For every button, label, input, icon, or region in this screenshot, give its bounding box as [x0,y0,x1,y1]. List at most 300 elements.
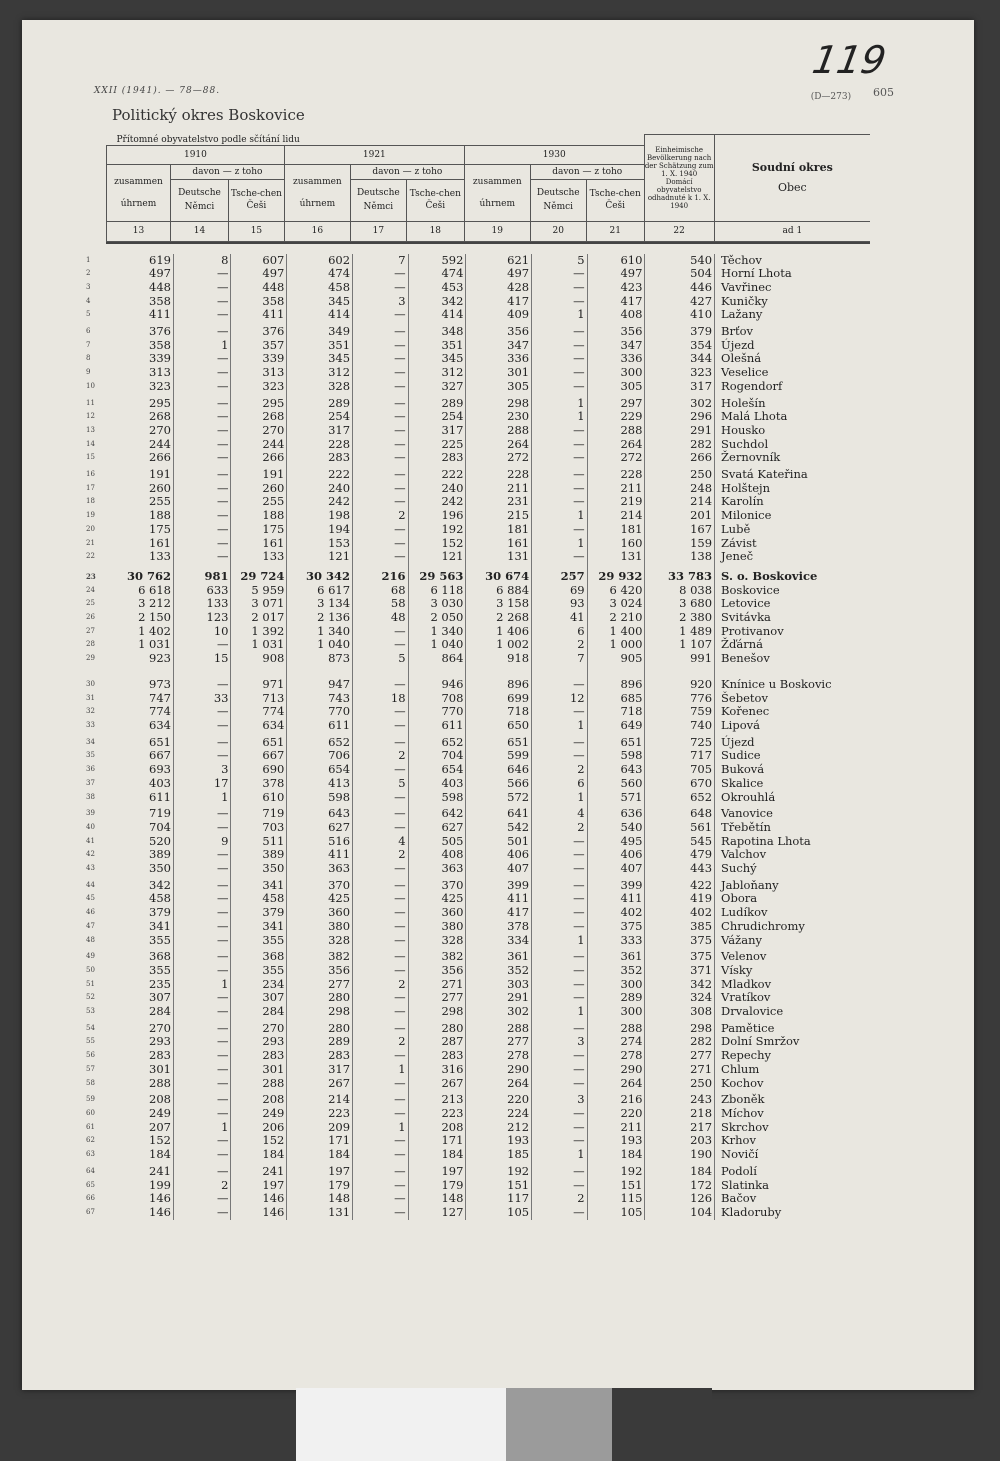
row-number: 43 [86,864,95,873]
row-number: 48 [86,935,95,944]
nemci-text: Němci [184,202,215,212]
table-cell: 197 [287,1165,353,1179]
table-cell: 341 [110,920,174,934]
table-cell: 634 [231,719,287,733]
table-cell: — [353,763,409,777]
col-num: 13 [107,221,171,241]
row-number: 41 [86,836,95,845]
table-cell: 104 [645,1206,715,1220]
table-cell: 704 [110,821,174,835]
table-cell: 693 [110,763,174,777]
table-cell: — [174,920,231,934]
table-cell: 10 [174,625,231,639]
table-cell: 399 [587,879,645,893]
table-cell: — [353,862,409,876]
table-cell: 225 [408,438,466,452]
table-cell: — [174,964,231,978]
table-cell: 774 [110,705,174,719]
table-cell: — [353,380,409,394]
row-number: 36 [86,765,95,774]
table-cell: 29 563 [408,570,466,584]
table-cell: 270 [110,1022,174,1036]
table-cell: 220 [466,1093,532,1107]
table-cell: 411 [466,892,532,906]
table-cell: 302 [466,1005,532,1019]
municipality-name: Vanovice [721,806,773,821]
table-cell: 345 [287,295,353,309]
table-cell: 342 [408,295,466,309]
table-cell: 1 392 [231,625,287,639]
table-cell: 643 [287,807,353,821]
municipality-name: Okrouhlá [721,789,776,804]
table-cell: 18 [353,692,409,706]
table-cell: 308 [645,1005,715,1019]
table-cell: — [353,991,409,1005]
table-cell: — [532,1022,588,1036]
table-cell: — [353,1005,409,1019]
table-cell: 654 [287,763,353,777]
header-soudni-okres [714,135,870,222]
table-row [84,1121,870,1135]
table-cell: 770 [408,705,466,719]
municipality-name: Knínice u Boskovic [721,676,832,691]
table-cell: 148 [287,1192,353,1206]
einh-cz: Domácí obyvatelstvo odhadnuté k 1. X. 1940 [647,177,711,210]
handwritten-page-number: 119 [809,38,890,82]
table-cell: — [174,509,231,523]
table-cell: 561 [645,821,715,835]
table-cell: 242 [408,495,466,509]
municipality-name: Milonice [721,508,772,523]
table-cell: — [353,397,409,411]
table-cell: 376 [110,325,174,339]
row-number: 60 [86,1108,95,1117]
municipality-name: Žernovník [721,450,781,465]
table-row [84,352,870,366]
table-cell: 621 [466,254,532,268]
table-cell: 1 489 [645,625,715,639]
table-cell: 3 212 [110,597,174,611]
row-number: 53 [86,1007,95,1016]
table-cell: 2 050 [408,611,466,625]
table-cell: 708 [408,692,466,706]
table-cell: 220 [587,1107,645,1121]
deutsche-text: Deutsche [356,188,400,198]
table-cell: 414 [408,308,466,322]
table-cell: — [174,495,231,509]
table-row [84,482,870,496]
table-cell: 131 [466,550,532,564]
table-cell: 360 [408,906,466,920]
table-cell: 327 [408,380,466,394]
table-cell: — [174,325,231,339]
table-cell: 634 [110,719,174,733]
table-cell: 301 [110,1063,174,1077]
table-cell: 198 [287,509,353,523]
table-cell: 776 [645,692,715,706]
table-cell: 598 [287,791,353,805]
table-cell: 6 [532,777,588,791]
table-cell: — [174,848,231,862]
table-cell: 505 [408,835,466,849]
table-cell: 278 [466,1049,532,1063]
davon-1921: davon — z toho [350,164,464,179]
table-cell: 354 [645,339,715,353]
table-cell: 360 [287,906,353,920]
table-cell: 1 402 [110,625,174,639]
table-cell: 627 [408,821,466,835]
table-cell: 376 [231,325,287,339]
table-cell: 3 [353,295,409,309]
table-row [84,1035,870,1049]
table-row [84,964,870,978]
row-number: 64 [86,1166,95,1175]
row-number: 47 [86,921,95,930]
table-cell: 175 [231,523,287,537]
table-cell: 1 107 [645,638,715,652]
table-cell: — [174,267,231,281]
uhrnem-text: úhrnem [479,198,516,209]
col-num: 21 [586,221,644,241]
table-cell: 184 [408,1148,466,1162]
table-cell: — [532,366,588,380]
table-cell: 161 [110,537,174,551]
table-cell: 230 [466,410,532,424]
table-cell: 30 762 [110,570,174,584]
table-row [84,1022,870,1036]
table-cell: 328 [287,380,353,394]
table-cell: 312 [287,366,353,380]
table-cell: 184 [110,1148,174,1162]
table-cell: — [174,550,231,564]
table-cell: 667 [110,749,174,763]
table-cell: 690 [231,763,287,777]
table-cell: — [532,424,588,438]
table-cell: 2 [532,638,588,652]
table-cell: 361 [587,950,645,964]
table-cell: — [532,339,588,353]
zusammen-1910 [107,164,171,221]
table-cell: 636 [587,807,645,821]
table-cell: 422 [645,879,715,893]
table-cell: 474 [287,267,353,281]
row-number: 23 [86,571,96,581]
table-cell: — [532,267,588,281]
row-number: 16 [86,470,95,479]
table-cell: 29 724 [231,570,287,584]
table-cell: 667 [231,749,287,763]
municipality-name: Housko [721,422,766,437]
table-cell: 133 [110,550,174,564]
municipality-name: Karolín [721,494,764,509]
table-cell: 425 [287,892,353,906]
table-row [84,1005,870,1019]
municipality-name: Podolí [721,1163,757,1178]
municipality-name: Valchov [721,847,767,862]
table-cell: 923 [110,652,174,666]
row-number: 37 [86,778,95,787]
table-cell: 93 [532,597,588,611]
table-cell: 214 [587,509,645,523]
table-cell: 282 [645,438,715,452]
table-cell: 774 [231,705,287,719]
table-cell: 179 [287,1179,353,1193]
table-cell: 407 [466,862,532,876]
row-number: 52 [86,993,95,1002]
table-cell: 363 [287,862,353,876]
table-cell: 342 [110,879,174,893]
table-cell: 363 [408,862,466,876]
table-cell: 6 118 [408,584,466,598]
table-cell: 5 959 [231,584,287,598]
table-cell: 194 [287,523,353,537]
table-cell: 411 [231,308,287,322]
table-cell: 349 [287,325,353,339]
table-cell: 566 [466,777,532,791]
table-cell: — [353,1077,409,1091]
table-cell: 266 [231,451,287,465]
table-cell: — [353,468,409,482]
table-cell: 1 [532,308,588,322]
table-cell: — [353,1093,409,1107]
scan-strip-gray [506,1388,612,1461]
table-cell: 297 [587,397,645,411]
table-cell: 458 [231,892,287,906]
table-cell: 300 [587,366,645,380]
table-cell: 6 618 [110,584,174,598]
table-cell: 105 [466,1206,532,1220]
table-cell: 244 [110,438,174,452]
table-cell: 453 [408,281,466,295]
table-body [84,254,870,1220]
table-cell: — [532,482,588,496]
table-cell: 235 [110,978,174,992]
year-1910: 1910 [107,145,285,164]
table-cell: 105 [587,1206,645,1220]
table-cell: — [353,424,409,438]
table-cell: 706 [287,749,353,763]
table-cell: — [353,325,409,339]
municipality-name: Brťov [721,324,754,339]
table-cell: — [353,523,409,537]
table-cell: 520 [110,835,174,849]
table-cell: — [532,749,588,763]
table-cell: 2 210 [587,611,645,625]
table-cell: — [532,835,588,849]
table-cell: 312 [408,366,466,380]
municipality-name: Třebětín [721,819,771,834]
row-number: 32 [86,707,95,716]
table-cell: — [532,380,588,394]
cesi-text: Češi [425,201,446,211]
table-cell: 284 [110,1005,174,1019]
table-cell: 188 [110,509,174,523]
table-cell: 317 [408,424,466,438]
table-cell: 348 [408,325,466,339]
table-cell: — [353,964,409,978]
table-cell: 649 [587,719,645,733]
table-cell: 355 [110,964,174,978]
table-cell: 68 [353,584,409,598]
table-cell: 241 [231,1165,287,1179]
municipality-name: Chlum [721,1061,760,1076]
municipality-name: Kochov [721,1075,764,1090]
table-cell: 266 [645,451,715,465]
table-cell: 6 884 [466,584,532,598]
table-cell: 334 [466,934,532,948]
table-cell: 5 [532,254,588,268]
row-number: 3 [86,282,91,291]
table-cell: 718 [466,705,532,719]
table-cell: 313 [110,366,174,380]
table-cell: 4 [532,807,588,821]
table-cell: 2 [353,749,409,763]
table-row [84,424,870,438]
municipality-name: Vratíkov [721,990,771,1005]
table-cell: — [174,380,231,394]
table-row [84,950,870,964]
table-cell: 300 [587,978,645,992]
table-cell: 293 [110,1035,174,1049]
table-cell: 896 [466,678,532,692]
municipality-name: Rogendorf [721,378,783,393]
row-number: 33 [86,721,95,729]
table-cell: — [353,495,409,509]
table-cell: 643 [587,763,645,777]
table-cell: 542 [466,821,532,835]
table-cell: 411 [587,892,645,906]
table-cell: 283 [231,1049,287,1063]
table-cell: 131 [287,1206,353,1220]
table-cell: — [353,638,409,652]
table-cell: — [353,1049,409,1063]
table-row [84,777,870,791]
table-cell: — [353,920,409,934]
table-cell: 33 [174,692,231,706]
table-cell: 203 [645,1134,715,1148]
table-cell: 188 [231,509,287,523]
table-cell: 351 [287,339,353,353]
deutsche-1930 [530,179,586,221]
zusammen-1921 [284,164,350,221]
table-cell: 423 [587,281,645,295]
table-cell: 190 [645,1148,715,1162]
uhrnem-text: úhrnem [120,198,157,209]
table-cell: 300 [587,1005,645,1019]
table-cell: — [174,736,231,750]
col-num: 16 [284,221,350,241]
table-cell: 192 [587,1165,645,1179]
table-cell: 244 [231,438,287,452]
table-cell: 545 [645,835,715,849]
table-cell: 317 [287,424,353,438]
row-number: 8 [86,354,91,363]
table-cell: — [532,438,588,452]
table-row [84,1093,870,1107]
row-number: 38 [86,792,95,801]
municipality-name: Ludíkov [721,905,768,920]
table-cell: 1 [532,1005,588,1019]
table-row [84,1148,870,1162]
table-cell: — [353,410,409,424]
zusammen-text: zusammen [472,176,522,187]
table-cell: — [353,1148,409,1162]
table-cell: 284 [231,1005,287,1019]
municipality-name: Bačov [721,1191,757,1206]
table-cell: 181 [587,523,645,537]
table-row [84,1049,870,1063]
table-cell: — [174,1063,231,1077]
table-cell: 291 [466,991,532,1005]
table-row [84,509,870,523]
table-cell: 759 [645,705,715,719]
table-cell: 419 [645,892,715,906]
table-cell: 743 [287,692,353,706]
table-cell: 191 [110,468,174,482]
table-cell: — [174,1134,231,1148]
table-row [84,325,870,339]
table-cell: — [174,1206,231,1220]
table-cell: 307 [231,991,287,1005]
table-cell: — [174,1107,231,1121]
table-cell: 290 [466,1063,532,1077]
deutsche-1921 [350,179,406,221]
table-cell: 497 [231,267,287,281]
table-cell: 1 000 [587,638,645,652]
tschechen-text: Tsche-chen [230,189,282,199]
row-number: 27 [86,626,95,635]
table-cell: 380 [408,920,466,934]
table-cell: 905 [587,652,645,666]
table-cell: 217 [645,1121,715,1135]
table-cell: 9 [174,835,231,849]
table-cell: 611 [408,719,466,733]
table-cell: 497 [587,267,645,281]
table-cell: 947 [287,678,353,692]
municipality-name: Kladoruby [721,1204,782,1219]
zusammen-text: zusammen [293,176,342,187]
table-cell: 389 [110,848,174,862]
table-cell: 652 [287,736,353,750]
table-row [84,397,870,411]
table-cell: 222 [287,468,353,482]
table-cell: 3 [174,763,231,777]
table-cell: 501 [466,835,532,849]
table-row [84,468,870,482]
table-cell: 289 [287,397,353,411]
table-cell: 4 [353,835,409,849]
table-cell: 127 [408,1206,466,1220]
table-cell: 277 [287,978,353,992]
table-cell: 277 [408,991,466,1005]
table-cell: — [353,281,409,295]
table-cell: 1 [532,719,588,733]
table-cell: 248 [645,482,715,496]
table-cell: 918 [466,652,532,666]
table-cell: 313 [231,366,287,380]
table-cell: — [174,308,231,322]
table-cell: 705 [645,763,715,777]
table-cell: 298 [287,1005,353,1019]
table-cell: 208 [408,1121,466,1135]
row-number: 28 [86,640,95,649]
municipality-name: Jabloňany [721,877,779,892]
table-cell: 317 [645,380,715,394]
table-cell: 685 [587,692,645,706]
table-cell: — [532,550,588,564]
table-cell: 1 [532,934,588,948]
table-cell: 2 [532,821,588,835]
